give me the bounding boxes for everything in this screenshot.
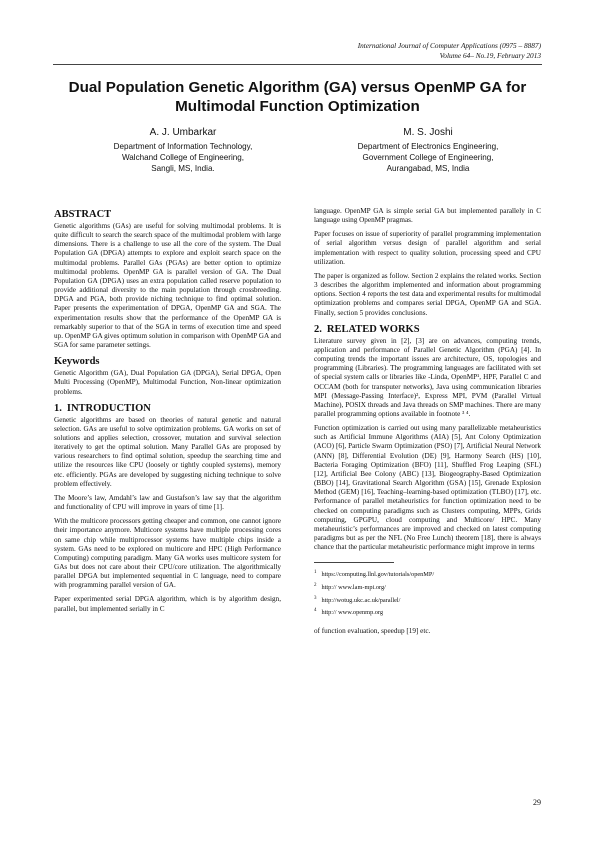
footnote-number: 4	[314, 608, 317, 614]
journal-name: International Journal of Computer Applications (0975 – 8887)	[357, 41, 541, 50]
journal-volume: Volume 64– No.19, February 2013	[439, 51, 541, 60]
footnote-url[interactable]: https://computing.llnl.gov/tutorials/openMP/	[321, 571, 435, 579]
intro-paragraph-7: The paper is organized as follow. Section 2 explains the related works. Section 3 describes the algorithm implemented and information about programming options. Section 4 reports the test data and experimental results for multimodal optimization problems and compares serial DPGA, OpenMP GA and SGA. Finally, section 5 provides conclusions.	[314, 271, 541, 317]
author-location: Aurangabad, MS, India	[386, 164, 470, 173]
intro-paragraph-6: Paper focuses on issue of superiority of parallel programming implementation of serial algorithm versus design of parallel algorithm and serial implementation with respect to quality solution, processing speed and CPU utilization.	[314, 230, 541, 266]
footnote	[314, 569, 541, 579]
intro-paragraph-5: language. OpenMP GA is simple serial GA but implemented parallely in C language using OpenMP pragmas.	[314, 207, 541, 225]
section-number: 1.	[54, 402, 62, 414]
footnote	[314, 595, 541, 605]
author-institution: Government College of Engineering,	[362, 153, 494, 162]
section-title: INTRODUCTION	[66, 402, 151, 414]
footnote	[314, 582, 541, 592]
paper-title: Dual Population Genetic Algorithm (GA) versus OpenMP GA for Multimodal Function Optimization	[68, 79, 527, 115]
related-paragraph-1: Literature survey given in [2], [3] are on advances, computing trends, application and performance of Parallel Genetic Algorithm (PGA) [4]. In computing trends the important issues are architecture, OS, topologies and programming (Libraries). The programming languages are facilitated with set of special system calls or libraries like -Linda, OpenMP¹, HPF, Parallel C and OCCAM (both for transputer networks), Java using communication libraries MPI (Message-Passing Interface)², Express MPI, PVM (Parallel Virtual Machine), POSIX threads and Java threads on SMP machines. There are many parallel programming options available in footnote ³ ⁴.	[314, 336, 541, 418]
header-rule	[53, 64, 542, 65]
author-institution: Walchand College of Engineering,	[121, 153, 245, 162]
keywords-text: Genetic Algorithm (GA), Dual Population GA (DPGA), Serial DPGA, Open Multi Processing (OpenMP), Multimodal Function, Non-linear optimization problems.	[54, 369, 281, 396]
author-location: Sangli, MS, India.	[151, 164, 215, 173]
author-department: Department of Information Technology,	[113, 142, 253, 151]
related-paragraph-3: of function evaluation, speedup [19] etc.	[314, 627, 431, 636]
intro-paragraph-2: The Moore’s law, Amdahl’s law and Gustafson’s law say that the algorithm and functionality of CPU will improve in years of time [1].	[54, 493, 281, 512]
author-name: A. J. Umbarkar	[149, 127, 217, 138]
intro-paragraph-1: Genetic algorithms are based on theories of natural genetic and natural selection. GAs are useful to solve optimization problems. GA works on set of solutions and applies selection, crossover, mutation and survival selection iteratively to get the optimal solution. Many Parallel GAs are proposed by various researchers to find optimal solution, speedup the searching time and utilize the resources like CPU (loosely or tightly coupled systems), memory etc. efficiently. PGAs are developed by suggesting niching technique to solve problem effectively.	[54, 415, 281, 488]
footnote-url[interactable]: http:// www.lam-mpi.org/	[321, 584, 386, 592]
section-title: RELATED WORKS	[326, 323, 420, 335]
abstract-heading: ABSTRACT	[54, 209, 112, 220]
footnote	[314, 607, 541, 617]
footnote-url[interactable]: http://wotug.ukc.ac.uk/parallel/	[321, 596, 401, 604]
footnote-number: 1	[314, 570, 317, 576]
footnote-rule	[314, 562, 394, 563]
author-block-1	[68, 126, 298, 174]
section-number: 2.	[314, 323, 322, 335]
footnote-number: 2	[314, 583, 317, 588]
intro-paragraph-3: With the multicore processors getting cheaper and common, one cannot ignore their importance anymore. Multicore systems have multiple processing cores on same chip while multiprocessor systems have multiple chips inside a system. GAs need to be explored on multicore and HPC (High Performance Computing) computing paradigm. Many GA works uses multicore system for GAs but does not care about their CPU/core utilization. The algorithmically parallel DPGA but implemented sequential in C language, need to compare with programming parallel version of GA.	[54, 517, 281, 590]
footnote-number: 3	[314, 595, 317, 601]
abstract-text: Genetic algorithms (GAs) are useful for solving multimodal problems. It is quite difficult to search the search space of the multimodal problem with large dimensions. There is a challenge to use all the core of the system. The Dual Population GA (DPGA) attempts to explore and exploit search space on the multimodal problems. Parallel GAs (PGAs) are better option to optimize multimodal problems. OpenMP GA is parallel version of GA. The Dual Population GA (DPGA) uses an extra population called reserve population to provide additional diversity to the main population through crossbreeding. DPGA and PGA, both provide niching technique to find optimal solution. Paper presents the experimentation of DPGA, OpenMP GA and SGA. The experimentation results show that the performance of the OpenMP GA is remarkably superior to that of the SGA in terms of execution time and speed up. OpenMP GA gives optimum solution in comparison with OpenMP GA and SGA for same parameter settings.	[54, 222, 281, 350]
author-block-2	[313, 126, 543, 174]
page-number: 29	[533, 798, 541, 807]
left-column	[54, 204, 281, 619]
related-works-heading	[314, 323, 541, 336]
right-column	[314, 207, 541, 641]
related-paragraph-2: Function optimization is carried out using many parallelizable metaheuristics such as Artificial Immune Algorithms (AIA) [5], Ant Colony Optimization (ACO) [6], Particle Swarm Optimization (PSO) [7], Artificial Neural Network (ANN) [8], Differential Evolution (DE) [9], Harmony Search (HS) [10], Bacteria Foraging Optimization (BFO) [11], Shuffled Frog Leaping (SFL) [12], Artificial Bee Colony (ABC) [13], Biogeography-Based Optimization (BBO) [14], Gravitational Search Algorithm (GSA) [15], Grenade Explosion Method (GEM) [16], Teaching–learning-based optimization (TLBO) [17], etc. Performance of parallel metaheuristics for function optimization need to be checked on computing paradigms such as Clusters computing, MPPs, Grids computing, GPGPU, cloud computing and Multicore/ HPC. Many metaheuristic’s performances are improved and checked on latest computing paradigms but as per the NFL (No Free Lunch) theorem [18], there is always chance that the particular metaheuristic performance might improve in terms	[314, 424, 541, 552]
footnote-url[interactable]: http:// www.openmp.org	[321, 609, 384, 617]
intro-paragraph-4: Paper experimented serial DPGA algorithm, which is by algorithm design, parallel, but implemented serially in C	[54, 595, 281, 613]
author-name: M. S. Joshi	[403, 127, 453, 138]
introduction-heading	[54, 402, 281, 415]
keywords-heading: Keywords	[54, 356, 100, 368]
author-department: Department of Electronics Engineering,	[357, 142, 499, 151]
